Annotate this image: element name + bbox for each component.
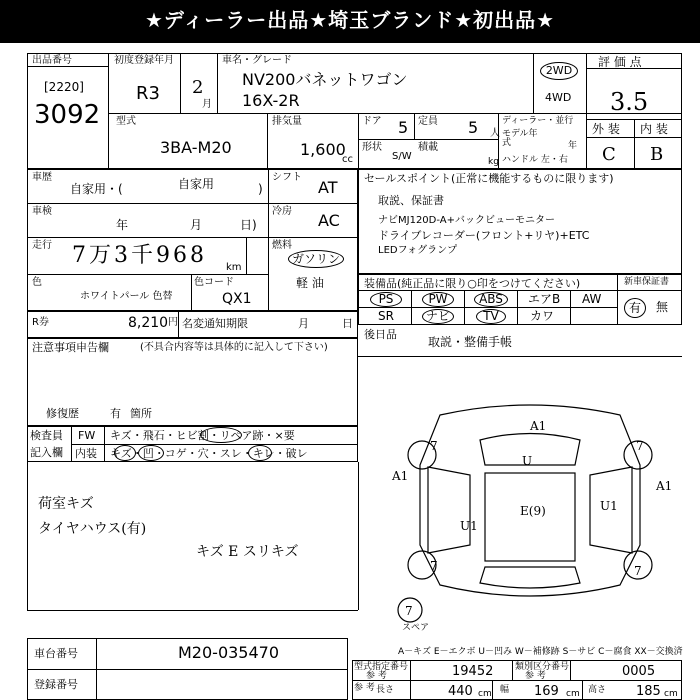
divider	[492, 680, 493, 700]
equip-sr: SR	[378, 309, 394, 323]
divider	[358, 139, 498, 140]
mark-7-rr: 7	[634, 564, 642, 578]
divider	[180, 53, 181, 113]
inspection-label: 車検	[32, 206, 52, 217]
divider	[178, 311, 179, 338]
score-value: 3.5	[610, 88, 649, 116]
mark-right-u1: U1	[600, 499, 618, 513]
dimensions-ref: 参 考	[354, 683, 375, 693]
drive-2wd: 2WD	[540, 62, 578, 80]
divider	[27, 669, 348, 670]
equip-aw: AW	[582, 292, 602, 306]
divider	[27, 462, 28, 610]
drive-4wd: 4WD	[545, 91, 572, 104]
class-label: 類別区分番号	[515, 662, 570, 672]
repair-value: 有	[110, 407, 121, 420]
divider	[617, 274, 618, 325]
mark-left-u1: U1	[460, 519, 478, 533]
mark-roof-e9: E(9)	[520, 504, 546, 518]
divider	[586, 68, 682, 69]
fuel-label: 燃料	[272, 240, 292, 251]
mark-front-a1: A1	[530, 419, 547, 433]
divider	[358, 356, 682, 357]
width-unit: cm	[566, 689, 580, 699]
inspection-day: 日)	[240, 218, 257, 232]
divider	[358, 290, 682, 291]
divider	[414, 113, 415, 139]
inner-scratch-mark	[114, 445, 136, 461]
doors-value: 5	[398, 118, 409, 137]
load-label: 積載	[418, 142, 438, 153]
class-value: 0005	[622, 664, 656, 679]
registration-day: 日	[342, 317, 353, 330]
displacement-value: 1,600	[300, 140, 346, 159]
mileage-value: 7万3千968	[72, 243, 207, 268]
divider	[358, 113, 359, 169]
length-unit: cm	[478, 689, 492, 699]
divider	[358, 462, 359, 610]
type-label: 型式	[116, 116, 136, 127]
equip-abs: ABS	[474, 292, 508, 307]
selling-point-3: ドライブレコーダー(フロント+リヤ)+ETC	[378, 229, 590, 242]
fw-items: キズ・飛石・ヒビ割・リペア跡・×要	[110, 429, 295, 442]
equip-ps: PS	[370, 292, 402, 307]
divider	[634, 119, 635, 169]
doors-label: ドア	[362, 116, 382, 127]
aircon-value: AC	[318, 211, 340, 230]
displacement-unit: cc	[342, 154, 353, 165]
divider	[586, 53, 587, 169]
diagram-legend: A－キズ E－エクボ U－凹み W－補修跡 S－サビ C－腐食 XX－交換済	[398, 647, 683, 657]
shape-label: 形状	[362, 142, 382, 153]
rear-items-label: 後日品	[364, 328, 397, 341]
divider	[498, 113, 499, 169]
load-unit: kg	[488, 157, 499, 167]
interior-label: 内 装	[640, 122, 668, 136]
type-cert-ref: 参 考	[366, 671, 387, 681]
shift-value: AT	[318, 178, 338, 197]
first-reg-label: 初度登録年月	[114, 55, 174, 66]
inspection-year: 年	[116, 218, 129, 232]
divider	[267, 113, 268, 169]
divider	[191, 274, 192, 311]
equip-airbag: エアB	[528, 292, 561, 306]
color-value: ホワイトパール 色替	[80, 291, 173, 302]
first-reg-month: 2	[192, 77, 204, 98]
model-year-label: モデル年式	[502, 129, 538, 149]
divider	[582, 680, 583, 700]
chassis-label: 車台番号	[34, 647, 78, 660]
length-label: 長さ	[376, 685, 395, 695]
equip-tv: TV	[476, 309, 506, 324]
notes-sub-label: (不具合内容等は具体的に記入して下さい)	[140, 342, 328, 353]
registration-label: 名変通知期限	[182, 317, 248, 330]
exterior-label: 外 装	[592, 122, 620, 136]
repair-location: 箇所	[130, 407, 152, 420]
mark-left-a1: A1	[392, 469, 409, 483]
height-value: 185	[636, 684, 661, 699]
capacity-value: 5	[468, 118, 479, 137]
inspector-label: 検査員	[30, 429, 63, 442]
inspection-month: 月	[190, 218, 203, 232]
equip-navi: ナビ	[422, 309, 454, 324]
divider	[27, 274, 268, 275]
rear-items-value: 取説・整備手帳	[428, 335, 513, 349]
handwritten-note-1: 荷室キズ	[38, 496, 94, 512]
mark-7-rl: 7	[430, 559, 438, 573]
equip-pw: PW	[422, 292, 454, 307]
spare-label: スペア	[402, 623, 430, 633]
fuel-gasoline: ガソリン	[288, 250, 344, 268]
height-unit: cm	[664, 689, 678, 699]
inner-label: 内装	[75, 447, 97, 460]
capacity-label: 定員	[418, 116, 438, 127]
model-label: 車名・グレード	[222, 55, 292, 66]
usage-close: )	[258, 182, 263, 196]
usage-label: 車歴	[32, 172, 52, 183]
mileage-label: 走行	[32, 240, 52, 251]
first-reg-era: R3	[136, 83, 160, 104]
handwritten-note-3: キズ E スリキズ	[196, 544, 299, 560]
divider	[27, 203, 358, 204]
usage-value: 自家用・(	[70, 182, 123, 196]
selling-point-1: 取説、保証書	[378, 194, 444, 207]
width-value: 169	[534, 684, 559, 699]
usage-value2: 自家用	[178, 177, 215, 191]
fw-crack-mark	[200, 427, 242, 443]
type-cert-value: 19452	[452, 664, 494, 679]
first-reg-month-unit: 月	[202, 99, 212, 110]
divider	[410, 660, 411, 700]
type-value: 3BA-M20	[160, 138, 232, 157]
registration-month: 月	[298, 317, 309, 330]
divider	[27, 610, 358, 611]
shift-label: シフト	[272, 172, 302, 183]
divider	[27, 66, 108, 67]
entry-label: 記入欄	[30, 446, 63, 459]
year-unit: 年	[568, 141, 578, 151]
color-code-value: QX1	[222, 291, 252, 307]
color-label: 色	[32, 277, 42, 288]
divider	[246, 237, 247, 274]
lot-label: 出品番号	[32, 55, 72, 66]
chassis-value: M20-035470	[178, 643, 280, 662]
recycle-value: 8,210	[128, 315, 169, 331]
equip-leather: カワ	[530, 309, 555, 323]
divider	[586, 137, 682, 138]
height-label: 高さ	[588, 685, 607, 695]
divider	[108, 113, 682, 114]
registration-number-label: 登録番号	[34, 678, 78, 691]
repair-label: 修復歴	[46, 407, 79, 420]
selling-point-4: LEDフォグランプ	[378, 245, 458, 256]
divider	[512, 660, 513, 680]
divider	[217, 53, 218, 113]
inner-scuff-mark	[248, 445, 272, 461]
grade: 16X-2R	[242, 91, 300, 110]
recycle-label: R券	[32, 317, 49, 328]
lot-number: 3092	[34, 100, 101, 130]
handle-label: ハンドル 左・右	[502, 155, 568, 165]
divider	[533, 53, 534, 113]
interior-grade: B	[650, 144, 664, 165]
class-ref: 参 考	[525, 671, 546, 681]
divider	[570, 660, 571, 680]
inner-dent-mark	[138, 445, 164, 461]
equipment-label: 装備品(純正品に限り○印をつけてください)	[364, 277, 581, 290]
mileage-unit: km	[226, 262, 242, 273]
recycle-unit: 円	[168, 317, 178, 328]
new-car-warranty-label: 新車保証書	[624, 277, 670, 287]
divider	[108, 53, 109, 169]
mark-7-spare: 7	[405, 604, 413, 618]
selling-point-2: ナビMJ120D-A+バックビューモニター	[378, 215, 555, 226]
length-value: 440	[448, 684, 473, 699]
shape-value: S/W	[392, 151, 412, 162]
handwritten-note-2: タイヤハウス(有)	[38, 521, 147, 537]
aircon-label: 冷房	[272, 206, 292, 217]
fuel-light-oil: 軽 油	[296, 276, 324, 290]
width-label: 幅	[500, 685, 510, 695]
selling-points-label: セールスポイント(正常に機能するものに限ります)	[364, 172, 614, 185]
mark-right-a1: A1	[656, 479, 673, 493]
warranty-yes: 有	[624, 298, 646, 318]
divider	[27, 237, 358, 238]
type-cert-label: 型式指定番号	[354, 662, 409, 672]
fw-label: FW	[78, 429, 96, 442]
divider	[352, 680, 682, 681]
capacity-unit: 人	[490, 128, 500, 139]
notes-label: 注意事項申告欄	[32, 341, 109, 354]
divider	[96, 638, 97, 700]
exterior-grade: C	[602, 144, 616, 165]
score-label: 評 価 点	[598, 55, 642, 69]
divider	[268, 169, 269, 311]
mark-7-fl: 7	[430, 439, 438, 453]
divider	[358, 307, 617, 308]
divider	[71, 444, 358, 445]
banner-title: ★ディーラー出品★埼玉ブランド★初出品★	[144, 8, 556, 32]
inner-items: キズ・凹・コゲ・穴・スレ・キレ・破レ	[110, 447, 308, 460]
lot-sub: [2220]	[44, 80, 84, 94]
warranty-no: 無	[656, 300, 669, 314]
mark-7-fr: 7	[636, 439, 644, 453]
model-name: NV200バネットワゴン	[242, 70, 408, 89]
mark-bonnet-u: U	[522, 454, 533, 468]
dealer-label: ディーラー・並行	[502, 116, 574, 126]
color-code-label: 色コード	[194, 277, 234, 288]
displacement-label: 排気量	[272, 116, 302, 127]
